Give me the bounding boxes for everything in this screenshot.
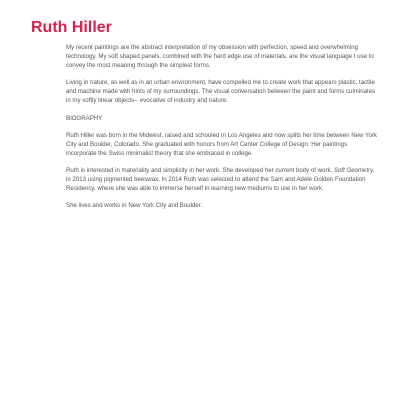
biography-text: in 2013 using pigmented beeswax. In 2014 Ruth was selected to attend the Sam and Adele Golden Foundation Residency, where she was able to immerse herself in learning new mediums to use in her work.	[66, 176, 366, 193]
biography-paragraph	[66, 167, 378, 194]
series-title: Soft Geometry,	[333, 167, 375, 175]
text-column	[66, 44, 378, 220]
biography-paragraph: Ruth Hiller was born in the Midwest, raised and schooled in Los Angeles and now splits her time between New York City and Boulder, Colorado. She graduated with honors from Art Center College of Design. Her paintings incorporate the Swiss minimalist theory that she embraced in college.	[66, 132, 377, 158]
biography-text: Ruth is interested in materiality and simplicity in her work. She developed her current body of work,	[66, 167, 334, 175]
biography-heading: BIOGRAPHY	[66, 114, 103, 122]
statement-paragraph: Living in nature, as well as in an urban environment, have compelled me to create work that appears plastic, tactile and machine made with hints of my surroundings. The visual conversation between the paint and forms culminates in my softly linear objects-- evocative of industry and nature.	[66, 79, 376, 104]
biography-paragraph: She lives and works in New York City and Boulder.	[66, 202, 203, 210]
artist-name-title: Ruth Hiller	[31, 19, 112, 36]
statement-paragraph: My recent paintings are the abstract interpretation of my obsession with perfection, speed and overwhelming technology. My soft shaped panels, combined with the hard edge use of materials, are the visual language I use to convey the most meaning through the simplest forms.	[66, 44, 374, 69]
